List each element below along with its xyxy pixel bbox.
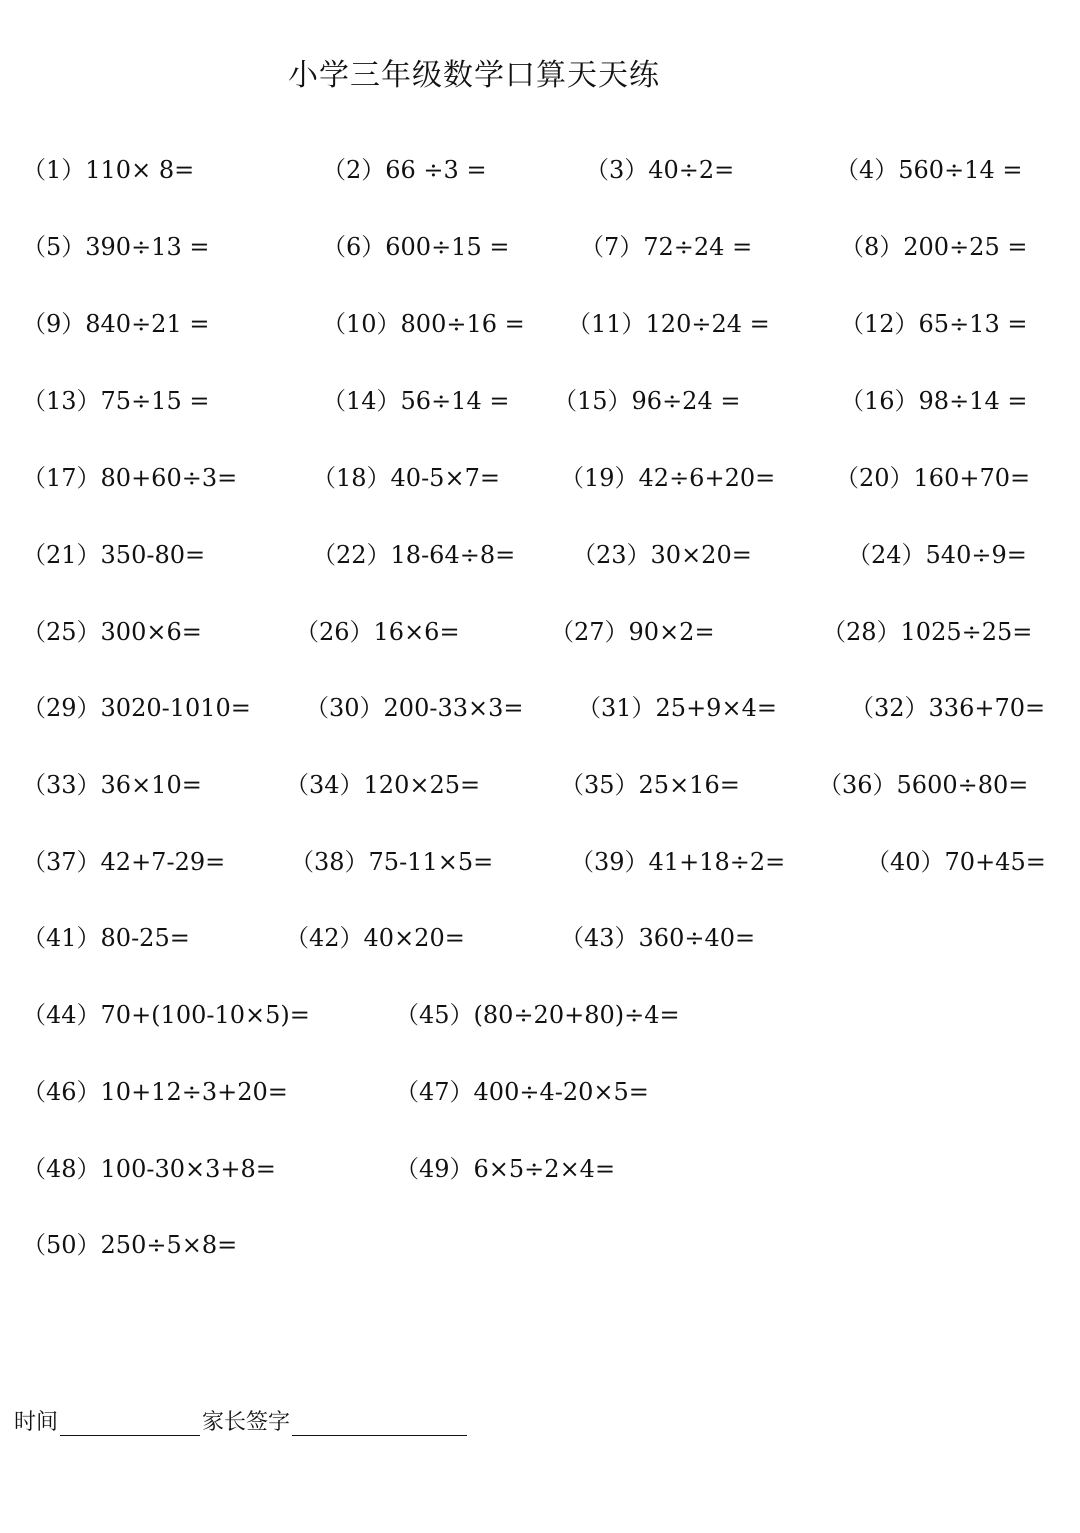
- problem-item: （33）36×10=: [22, 771, 202, 799]
- problem-row: [0, 381, 1080, 421]
- problem-row: [0, 918, 1080, 958]
- problem-row: [0, 765, 1080, 805]
- problem-item: （9）840÷21 =: [22, 310, 210, 338]
- problem-item: （3）40÷2=: [585, 156, 735, 184]
- problem-item: （24）540÷9=: [847, 541, 1027, 569]
- problem-row: [0, 612, 1080, 652]
- problem-item: （28）1025÷25=: [822, 618, 1033, 646]
- footer: [14, 1400, 469, 1436]
- problem-item: （16）98÷14 =: [840, 387, 1028, 415]
- problem-item: （26）16×6=: [295, 618, 460, 646]
- problem-item: （17）80+60÷3=: [22, 464, 238, 492]
- problem-item: （47）400÷4-20×5=: [395, 1078, 649, 1106]
- worksheet-title: 小学三年级数学口算天天练: [288, 58, 660, 93]
- problem-item: （36）5600÷80=: [818, 771, 1029, 799]
- problem-item: （39）41+18÷2=: [570, 848, 786, 876]
- problem-row: [0, 150, 1080, 190]
- problem-item: （37）42+7-29=: [22, 848, 226, 876]
- problem-item: （43）360÷40=: [560, 924, 756, 952]
- problem-item: （42）40×20=: [285, 924, 465, 952]
- problem-item: （40）70+45=: [866, 848, 1046, 876]
- problem-item: （27）90×2=: [550, 618, 715, 646]
- problem-row: [0, 842, 1080, 882]
- problem-item: （25）300×6=: [22, 618, 202, 646]
- problem-item: （44）70+(100-10×5)=: [22, 1001, 310, 1029]
- problem-item: （29）3020-1010=: [22, 694, 251, 722]
- problem-item: （15）96÷24 =: [553, 387, 741, 415]
- problem-row: [0, 995, 1080, 1035]
- problem-item: （18）40-5×7=: [312, 464, 500, 492]
- problem-item: （5）390÷13 =: [22, 233, 210, 261]
- problem-item: （45）(80÷20+80)÷4=: [395, 1001, 680, 1029]
- problem-item: （38）75-11×5=: [290, 848, 494, 876]
- problem-item: （20）160+70=: [835, 464, 1031, 492]
- problem-item: （34）120×25=: [285, 771, 481, 799]
- problem-item: （11）120÷24 =: [567, 310, 770, 338]
- problem-item: （50）250÷5×8=: [22, 1231, 238, 1259]
- problem-item: （7）72÷24 =: [580, 233, 753, 261]
- problem-row: [0, 1225, 1080, 1265]
- problem-item: （12）65÷13 =: [840, 310, 1028, 338]
- problem-item: （6）600÷15 =: [322, 233, 510, 261]
- problem-item: （19）42÷6+20=: [560, 464, 776, 492]
- problem-item: （48）100-30×3+8=: [22, 1155, 276, 1183]
- signature-label: 家长签字: [202, 1410, 291, 1435]
- problem-item: （8）200÷25 =: [840, 233, 1028, 261]
- problem-item: （13）75÷15 =: [22, 387, 210, 415]
- problem-item: （31）25+9×4=: [577, 694, 777, 722]
- problem-item: （49）6×5÷2×4=: [395, 1155, 616, 1183]
- problem-item: （2）66 ÷3 =: [322, 156, 487, 184]
- problem-row: [0, 1072, 1080, 1112]
- problem-row: [0, 688, 1080, 728]
- problem-item: （23）30×20=: [572, 541, 752, 569]
- time-label: 时间: [14, 1410, 59, 1435]
- problem-item: （41）80-25=: [22, 924, 190, 952]
- problem-row: [0, 535, 1080, 575]
- problem-row: [0, 304, 1080, 344]
- time-blank: [60, 1407, 200, 1436]
- problem-item: （30）200-33×3=: [305, 694, 524, 722]
- problem-item: （21）350-80=: [22, 541, 206, 569]
- problem-item: （10）800÷16 =: [322, 310, 525, 338]
- problem-item: （1）110× 8=: [22, 156, 195, 184]
- problem-row: [0, 1149, 1080, 1189]
- problem-item: （4）560÷14 =: [835, 156, 1023, 184]
- problem-item: （22）18-64÷8=: [312, 541, 516, 569]
- problem-item: （35）25×16=: [560, 771, 740, 799]
- problem-item: （46）10+12÷3+20=: [22, 1078, 288, 1106]
- problem-row: [0, 458, 1080, 498]
- problem-item: （14）56÷14 =: [322, 387, 510, 415]
- problem-row: [0, 227, 1080, 267]
- signature-blank: [292, 1407, 467, 1436]
- problem-item: （32）336+70=: [850, 694, 1046, 722]
